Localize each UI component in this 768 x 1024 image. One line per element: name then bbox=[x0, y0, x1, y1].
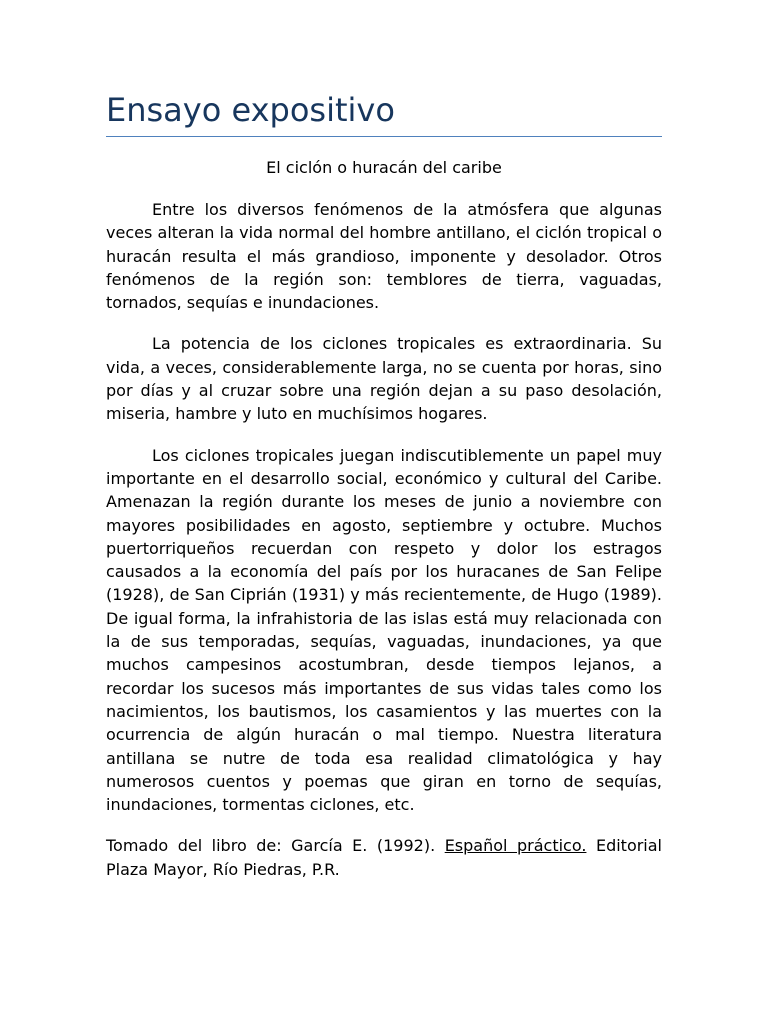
essay-subtitle: El ciclón o huracán del caribe bbox=[266, 158, 502, 177]
title-underline-divider bbox=[106, 136, 662, 137]
citation-book-title: Español práctico. bbox=[444, 836, 587, 856]
citation-suffix: Editorial Plaza Mayor, Río Piedras, P.R. bbox=[106, 836, 663, 879]
page-title: Ensayo expositivo bbox=[106, 91, 395, 129]
paragraph-3: Los ciclones tropicales juegan indiscutiblemente un papel muy importante en el desarrollo social, económico y cultural del Caribe. Amenazan la región durante los meses de junio a noviembre con mayores posibilidades en agosto, septiembre y octubre. Muchos puertorriqueños recuerdan con respeto y dolor los estragos causados a la economía del país por los huracanes de San Felipe (1928), de San Ciprián (1931) y más recientemente, de Hugo (1989). De igual forma, la infrahistoria de las islas está muy relacionada con la de sus temporadas, sequías, vaguadas, inundaciones, ya que muchos campesinos acostumbran, desde tiempos lejanos, a recordar los sucesos más importantes de sus vidas tales como los nacimientos, los bautismos, los casamientos y las muertes con la ocurrencia de algún huracán o mal tiempo. Nuestra literatura antillana se nutre de toda esa realidad climatológica y hay numerosos cuentos y poemas que giran en torno de sequías, inundaciones, tormentas ciclones, etc. bbox=[106, 445, 662, 815]
essay-body bbox=[106, 198, 662, 899]
paragraph-2: La potencia de los ciclones tropicales es extraordinaria. Su vida, a veces, considerablemente larga, no se cuenta por horas, sino por días y al cruzar sobre una región dejan a su paso desolación, miseria, hambre y luto en muchísimos hogares. bbox=[106, 334, 662, 424]
paragraph-1: Entre los diversos fenómenos de la atmósfera que algunas veces alteran la vida normal del hombre antillano, el ciclón tropical o huracán resulta el más grandioso, imponente y desolador. Otros fenómenos de la región son: temblores de tierra, vaguadas, tornados, sequías e inundaciones. bbox=[106, 200, 662, 313]
citation bbox=[106, 834, 662, 881]
citation-prefix: Tomado del libro de: García E. (1992). bbox=[106, 836, 445, 856]
